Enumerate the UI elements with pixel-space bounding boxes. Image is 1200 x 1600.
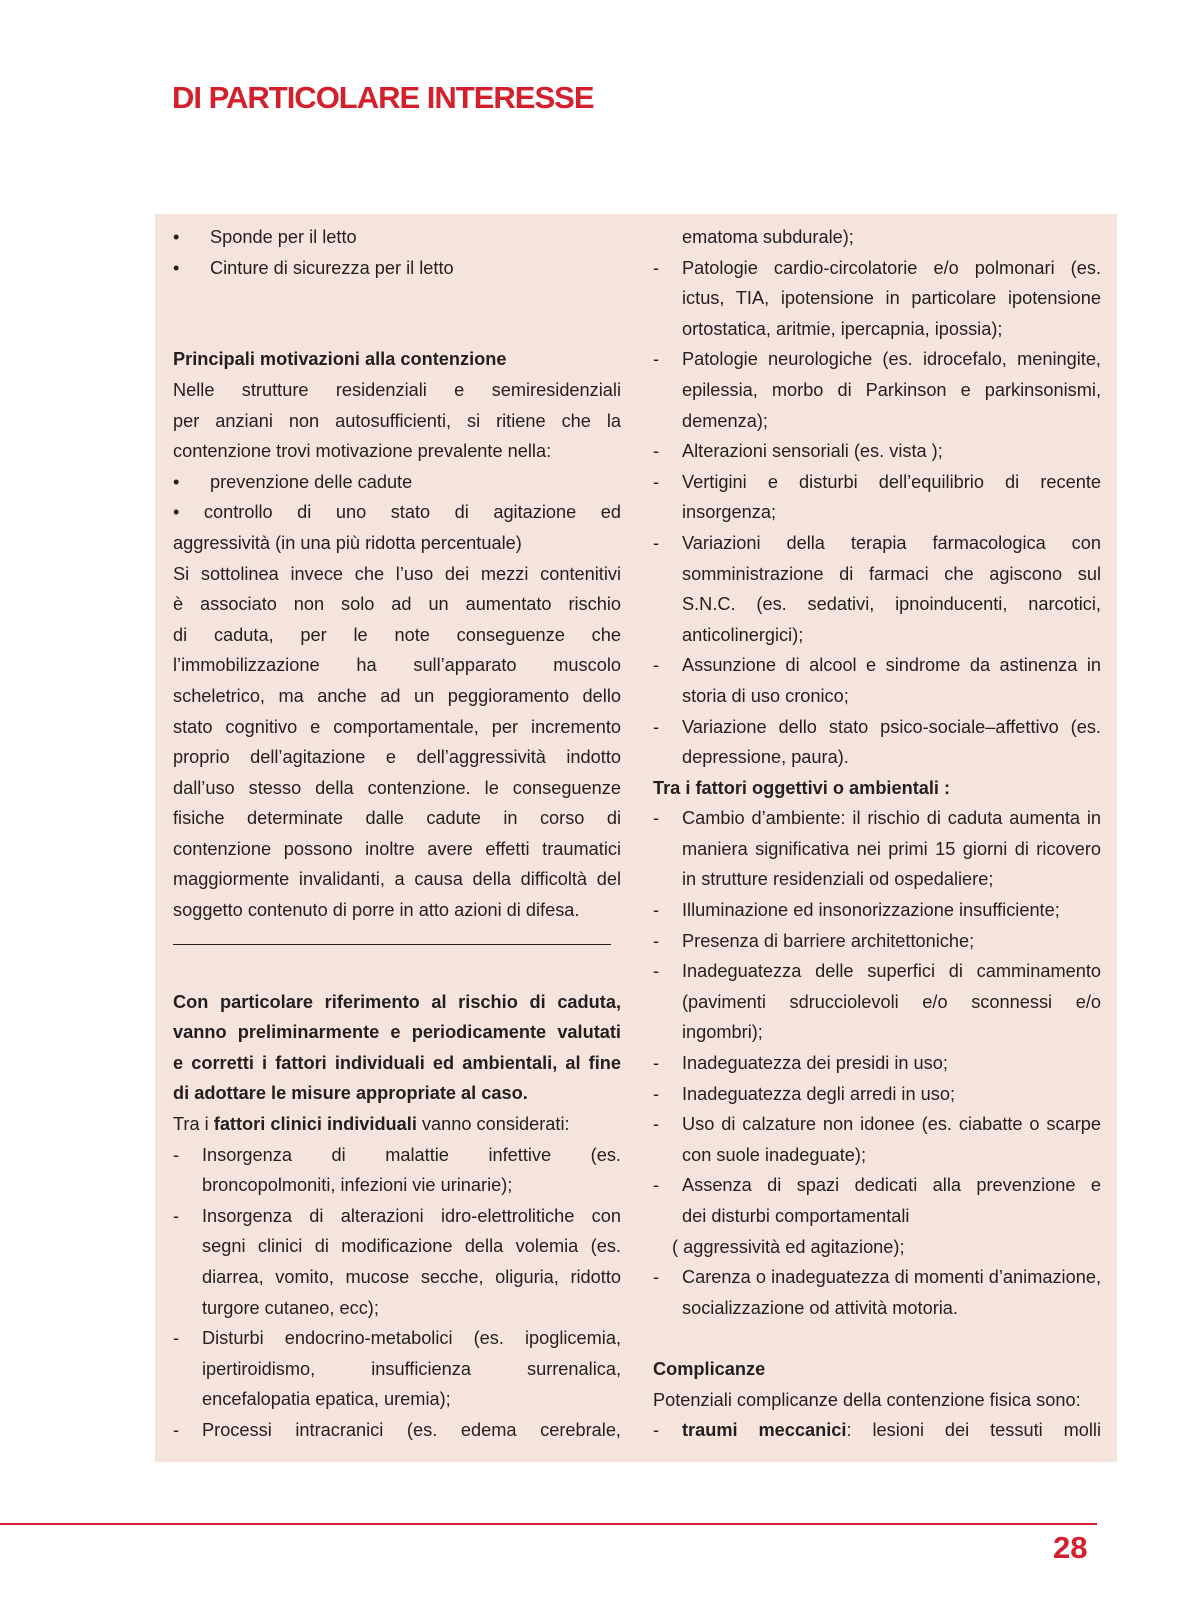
list-item (173, 1415, 621, 1446)
list-item (653, 1262, 1101, 1323)
list-item (653, 467, 1101, 528)
list-item (653, 895, 1101, 926)
clinical-factors-list (173, 1140, 621, 1446)
left-column (173, 222, 621, 1446)
list-item-line: Patologie cardio-circolatorie e/o polmonari (es. (682, 257, 1101, 278)
dash-marker: - (653, 808, 660, 829)
paragraph-line: dall’uso stesso della contenzione. le conseguenze (173, 777, 621, 798)
list-item-line: (pavimenti sdrucciolevoli e/o sconnessi e/o (682, 991, 1101, 1012)
bullet-marker: • (173, 471, 180, 492)
dash-marker: - (173, 1328, 180, 1349)
list-item-line: Inadeguatezza degli arredi in uso; (682, 1083, 955, 1104)
paragraph-line: soggetto contenuto di porre in atto azioni di difesa. (173, 900, 580, 921)
list-item-line: segni clinici di modificazione della volemia (es. (202, 1236, 621, 1257)
dash-marker: - (653, 655, 660, 676)
list-item-line: Insorgenza di alterazioni idro-elettrolitiche con (202, 1205, 621, 1226)
paragraph-line: Potenziali complicanze della contenzione fisica sono: (653, 1389, 1081, 1410)
list-item-line: Cambio d’ambiente: il rischio di caduta aumenta in (682, 808, 1101, 829)
list-item-line: ipertiroidismo, insufficienza surrenalica, (202, 1358, 621, 1379)
paragraph-line: Tra i fattori clinici individuali vanno considerati: (173, 1114, 570, 1135)
dash-marker: - (653, 961, 660, 982)
list-item-line: storia di uso cronico; (682, 685, 849, 706)
list-item-line: Variazioni della terapia farmacologica con (682, 532, 1101, 553)
list-item-line: Disturbi endocrino-metabolici (es. ipoglicemia, (202, 1328, 621, 1349)
list-item-line: Patologie neurologiche (es. idrocefalo, meningite, (682, 349, 1101, 370)
list-item-line: Assenza di spazi dedicati alla prevenzione e (682, 1175, 1101, 1196)
list-item-line: con suole inadeguate); (682, 1144, 867, 1165)
paragraph-line: aggressività (in una più ridotta percentuale) (173, 532, 522, 553)
list-item-line: Assunzione di alcool e sindrome da astinenza in (682, 655, 1101, 676)
environmental-factors-list (653, 1262, 1101, 1323)
list-item (653, 528, 1101, 650)
list-item-line: encefalopatia epatica, uremia); (202, 1389, 451, 1410)
list-item: - traumi meccanici: lesioni dei tessuti molli (653, 1415, 1101, 1446)
list-item-line: broncopolmoniti, infezioni vie urinarie); (202, 1175, 513, 1196)
page-title: DI PARTICOLARE INTERESSE (172, 80, 594, 115)
dash-marker: - (653, 532, 660, 553)
list-item (173, 1323, 621, 1415)
list-item-line: Inadeguatezza dei presidi in uso; (682, 1053, 948, 1074)
bullet-marker: • (173, 227, 180, 247)
section-heading: Principali motivazioni alla contenzione (173, 349, 507, 370)
list-item-line: turgore cutaneo, ecc); (202, 1297, 379, 1318)
list-item (173, 1140, 621, 1201)
list-item-line: in strutture residenziali od ospedaliere; (682, 869, 994, 890)
dash-marker: - (173, 1144, 180, 1165)
paragraph-line: è associato non solo ad un aumentato rischio (173, 594, 621, 615)
page-number: 28 (1053, 1530, 1088, 1565)
dash-marker: - (653, 1175, 660, 1196)
list-item: • Sponde per il letto (173, 222, 621, 253)
list-item-line: ictus, TIA, ipotensione in particolare ipotensione (682, 288, 1101, 309)
list-item-line: somministrazione di farmaci che agiscono sul (682, 563, 1101, 584)
paragraph-line: scheletrico, ma anche ad un peggioramento dello (173, 685, 621, 706)
list-item-line: Carenza o inadeguatezza di momenti d’animazione, (682, 1267, 1101, 1288)
list-item-line: epilessia, morbo di Parkinson e parkinsonismi, (682, 379, 1101, 400)
paragraph-line: contenzione possono inoltre avere effetti traumatici (173, 838, 621, 859)
paragraph-line: e corretti i fattori individuali ed ambientali, al fine (173, 1052, 621, 1073)
paragraph-line: fisiche determinate dalle cadute in corso di (173, 808, 621, 829)
list-item (653, 344, 1101, 436)
list-item-line: demenza); (682, 410, 768, 431)
list-item (653, 1170, 1101, 1231)
list-item (653, 1048, 1101, 1079)
list-item-line: Inadeguatezza delle superfici di camminamento (682, 961, 1101, 982)
dash-marker: - (653, 471, 660, 492)
list-item (653, 650, 1101, 711)
environmental-factors-list (653, 803, 1101, 1231)
list-item-line: Presenza di barriere architettoniche; (682, 930, 975, 951)
list-item: • controllo di uno stato di agitazione ed (173, 502, 621, 523)
list-item-line: depressione, paura). (682, 747, 849, 768)
paragraph-line: ematoma subdurale); (682, 227, 854, 247)
dash-marker: - (653, 716, 660, 737)
paragraph-line: Con particolare riferimento al rischio di caduta, (173, 991, 621, 1012)
paragraph-line: Si sottolinea invece che l’uso dei mezzi contenitivi (173, 563, 621, 584)
list-item-line: dei disturbi comportamentali (682, 1206, 910, 1226)
dash-marker: - (653, 1053, 660, 1074)
right-column (653, 222, 1101, 1446)
paragraph-line: proprio dell’agitazione e dell’aggressività indotto (173, 747, 621, 768)
list-item (653, 926, 1101, 957)
dash-marker: - (653, 1083, 660, 1104)
list-item (653, 253, 1101, 345)
bullet-marker: • (173, 502, 180, 523)
list-item-line: diarrea, vomito, mucose secche, oliguria, ridotto (202, 1267, 621, 1287)
dash-marker: - (653, 900, 660, 921)
footer-rule (0, 1523, 1097, 1525)
list-item-line: insorgenza; (682, 502, 777, 523)
list-item-line: anticolinergici); (682, 624, 804, 645)
paragraph-line: vanno preliminarmente e periodicamente valutati (173, 1022, 621, 1043)
list-item-line: Processi intracranici (es. edema cerebrale, (202, 1419, 621, 1440)
paragraph-line: per anziani non autosufficienti, si ritiene che la (173, 410, 621, 431)
list-item (653, 803, 1101, 895)
list-item-line: ortostatica, aritmie, ipercapnia, ipossia); (682, 318, 1003, 339)
list-item-line: Insorgenza di malattie infettive (es. (202, 1144, 621, 1165)
dash-marker: - (653, 1267, 660, 1288)
dash-marker: - (653, 1420, 660, 1441)
clinical-factors-list (653, 253, 1101, 773)
paragraph-line: maggiormente invalidanti, a causa della difficoltà del (173, 869, 621, 890)
list-item (653, 956, 1101, 1048)
bullet-marker: • (173, 257, 180, 278)
dash-marker: - (653, 1114, 660, 1135)
list-item: • prevenzione delle cadute (173, 467, 621, 498)
divider (173, 944, 611, 945)
dash-marker: - (653, 257, 660, 278)
paragraph-line: di caduta, per le note conseguenze che (173, 624, 621, 645)
list-item-line: Illuminazione ed insonorizzazione insufficiente; (682, 900, 1060, 921)
list-item-line: ingombri); (682, 1022, 763, 1043)
section-heading: Complicanze (653, 1358, 766, 1379)
list-item-line: socializzazione od attività motoria. (682, 1297, 958, 1318)
dash-marker: - (173, 1419, 180, 1440)
list-item-line: S.N.C. (es. sedativi, ipnoinducenti, narcotici, (682, 594, 1101, 615)
dash-marker: - (173, 1205, 180, 1226)
dash-marker: - (653, 349, 660, 370)
dash-marker: - (653, 930, 660, 951)
list-item (653, 436, 1101, 467)
paragraph-line: Nelle strutture residenziali e semiresidenziali (173, 379, 621, 400)
list-item: • Cinture di sicurezza per il letto (173, 253, 621, 284)
paragraph-line: di adottare le misure appropriate al caso. (173, 1083, 528, 1104)
list-item (173, 1201, 621, 1323)
list-item-line: maniera significativa nei primi 15 giorni di ricovero (682, 838, 1101, 859)
paragraph-line: l’immobilizzazione ha sull’apparato muscolo (173, 655, 621, 676)
dash-marker: - (653, 441, 660, 462)
section-heading: Tra i fattori oggettivi o ambientali : (653, 777, 951, 798)
list-item-line: Variazione dello stato psico-sociale–affettivo (es. (682, 716, 1101, 737)
list-item-line: Uso di calzature non idonee (es. ciabatte o scarpe (682, 1114, 1101, 1135)
paragraph-line: stato cognitivo e comportamentale, per incremento (173, 716, 621, 737)
list-item-line: Alterazioni sensoriali (es. vista ); (682, 441, 943, 462)
list-item (653, 1109, 1101, 1170)
list-item (653, 712, 1101, 773)
list-item (653, 1079, 1101, 1110)
paragraph-line: ( aggressività ed agitazione); (672, 1236, 905, 1257)
list-item-line: Vertigini e disturbi dell’equilibrio di recente (682, 471, 1101, 492)
paragraph-line: contenzione trovi motivazione prevalente nella: (173, 441, 552, 462)
